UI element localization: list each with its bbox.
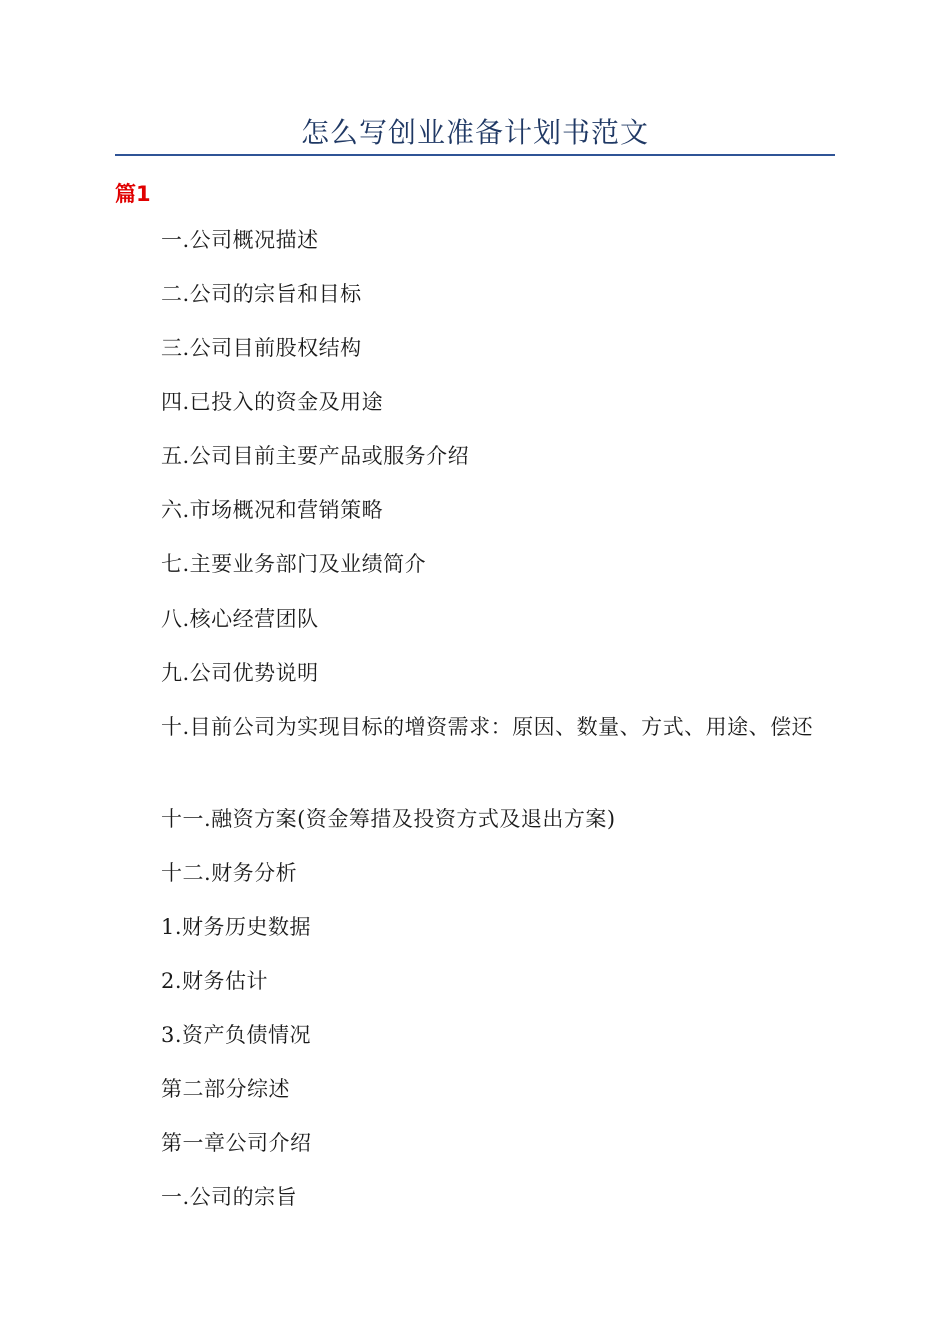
outline-item: 一.公司概况描述	[161, 228, 319, 252]
outline-item: 八.核心经营团队	[161, 607, 319, 631]
outline-item: 第二部分综述	[161, 1077, 290, 1101]
outline-item: 十.目前公司为实现目标的增资需求：原因、数量、方式、用途、偿还	[161, 715, 814, 739]
outline-item: 三.公司目前股权结构	[161, 336, 362, 360]
outline-item: 十二.财务分析	[161, 861, 298, 885]
outline-item: 五.公司目前主要产品或服务介绍	[161, 444, 470, 468]
outline-item: 一.公司的宗旨	[161, 1185, 298, 1209]
outline-item: 1.财务历史数据	[161, 915, 312, 939]
outline-item: 第一章公司介绍	[161, 1131, 312, 1155]
outline-item: 十一.融资方案(资金筹措及投资方式及退出方案)	[161, 807, 616, 831]
title-underline	[115, 154, 835, 156]
outline-item: 二.公司的宗旨和目标	[161, 282, 362, 306]
section-heading: 篇1	[115, 182, 151, 206]
outline-item: 2.财务估计	[161, 969, 269, 993]
outline-item: 3.资产负债情况	[161, 1023, 312, 1047]
outline-item: 四.已投入的资金及用途	[161, 390, 384, 414]
outline-item: 七.主要业务部门及业绩简介	[161, 552, 427, 576]
outline-item: 九.公司优势说明	[161, 661, 319, 685]
document-title: 怎么写创业准备计划书范文	[300, 116, 649, 149]
outline-item: 六.市场概况和营销策略	[161, 498, 384, 522]
